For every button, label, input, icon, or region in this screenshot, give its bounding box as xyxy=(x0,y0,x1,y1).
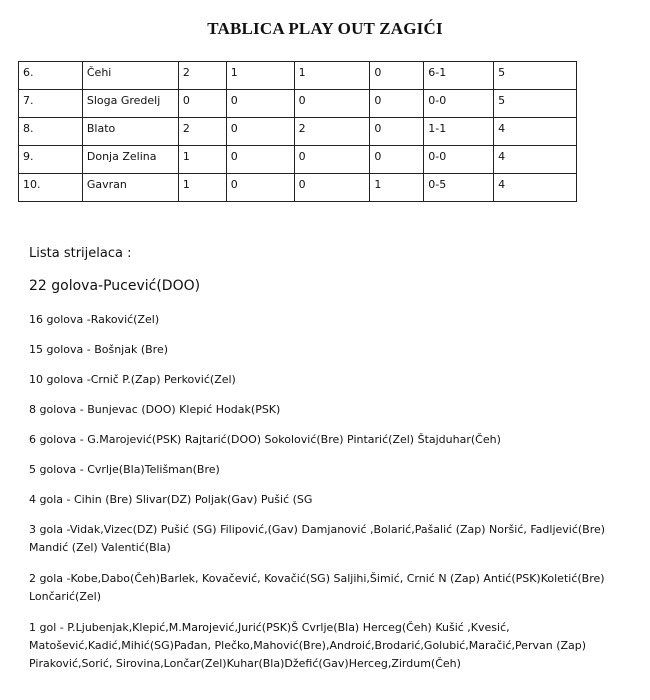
top-scorer-line: 22 golova-Pucević(DOO) xyxy=(29,278,201,294)
table-row xyxy=(19,174,577,202)
table-cell: 7. xyxy=(19,90,83,118)
scorer-line: 15 golova - Bošnjak (Bre) xyxy=(29,343,169,356)
table-cell: 0 xyxy=(370,146,424,174)
scorer-line: 8 golova - Bunjevac (DOO) Klepić Hodak(PSK) xyxy=(29,403,281,416)
scorer-line: 3 gola -Vidak,Vizec(DZ) Pušić (SG) Filipović,(Gav) Damjanović ,Bolarić,Pašalić (Zap) Noršić, Fadljević(Bre) Mandić (Zel) Valentić(Bla) xyxy=(29,523,606,554)
scorers-title: Lista strijelaca : xyxy=(29,246,132,261)
table-row xyxy=(19,118,577,146)
table-cell: 0 xyxy=(178,90,226,118)
scorer-line: 6 golova - G.Marojević(PSK) Rajtarić(DOO) Sokolović(Bre) Pintarić(Zel) Štajduhar(Čeh) xyxy=(29,433,501,446)
table-cell: 0 xyxy=(294,90,370,118)
table-cell: 0-0 xyxy=(424,90,494,118)
scorer-line: 5 golova - Cvrlje(Bla)Telišman(Bre) xyxy=(29,463,220,476)
standings-table xyxy=(18,61,577,202)
table-cell: 2 xyxy=(178,62,226,90)
table-cell: 0 xyxy=(226,118,294,146)
table-cell: 9. xyxy=(19,146,83,174)
table-cell: 4 xyxy=(494,146,577,174)
table-cell: 1 xyxy=(294,62,370,90)
scorer-line: 1 gol - P.Ljubenjak,Klepić,M.Marojević,Jurić(PSK)Š Cvrlje(Bla) Herceg(Čeh) Kušić ,Kvesić, Matošević,Kadić,Mihić(SG)Pađan, Plečko,Mahović(Bre),Androić,Brodarić,Golubić,Maračić,Pervan (Zap) Piraković,Sorić, Sirovina,Lončar(Zel)Kuhar(Bla)Džefić(Gav)Herceg,Zirdum(Čeh) xyxy=(29,621,587,670)
table-cell: Gavran xyxy=(82,174,178,202)
table-cell: 1 xyxy=(178,146,226,174)
table-cell: Čehi xyxy=(82,62,178,90)
scorer-line: 4 gola - Cihin (Bre) Slivar(DZ) Poljak(Gav) Pušić (SG xyxy=(29,493,313,506)
table-cell: 0 xyxy=(294,174,370,202)
table-row xyxy=(19,146,577,174)
table-cell: 1 xyxy=(370,174,424,202)
table-cell: 8. xyxy=(19,118,83,146)
table-cell: 6. xyxy=(19,62,83,90)
table-cell: 0 xyxy=(226,174,294,202)
table-cell: 1 xyxy=(178,174,226,202)
table-cell: 5 xyxy=(494,90,577,118)
table-cell: 0-5 xyxy=(424,174,494,202)
scorers-section xyxy=(29,247,629,686)
table-cell: Blato xyxy=(82,118,178,146)
scorer-lines xyxy=(29,311,629,673)
table-cell: Sloga Gredelj xyxy=(82,90,178,118)
table-cell: 1 xyxy=(226,62,294,90)
table-cell: 10. xyxy=(19,174,83,202)
table-cell: 0 xyxy=(294,146,370,174)
table-cell: 4 xyxy=(494,174,577,202)
table-row xyxy=(19,90,577,118)
page-title: TABLICA PLAY OUT ZAGIĆI xyxy=(207,19,443,38)
table-cell: 2 xyxy=(178,118,226,146)
table-cell: Donja Zelina xyxy=(82,146,178,174)
table-cell: 1-1 xyxy=(424,118,494,146)
table-row xyxy=(19,62,577,90)
table-cell: 0 xyxy=(226,146,294,174)
table-cell: 0 xyxy=(370,62,424,90)
table-cell: 0 xyxy=(226,90,294,118)
scorer-line: 2 gola -Kobe,Dabo(Čeh)Barlek, Kovačević, Kovačić(SG) Saljihi,Šimić, Crnić N (Zap) Antić(PSK)Koletić(Bre) Lončarić(Zel) xyxy=(29,572,605,603)
scorer-line: 16 golova -Raković(Zel) xyxy=(29,313,160,326)
table-cell: 6-1 xyxy=(424,62,494,90)
table-cell: 0 xyxy=(370,118,424,146)
table-cell: 5 xyxy=(494,62,577,90)
table-cell: 2 xyxy=(294,118,370,146)
table-cell: 4 xyxy=(494,118,577,146)
table-cell: 0-0 xyxy=(424,146,494,174)
table-cell: 0 xyxy=(370,90,424,118)
scorer-line: 10 golova -Crnič P.(Zap) Perković(Zel) xyxy=(29,373,236,386)
